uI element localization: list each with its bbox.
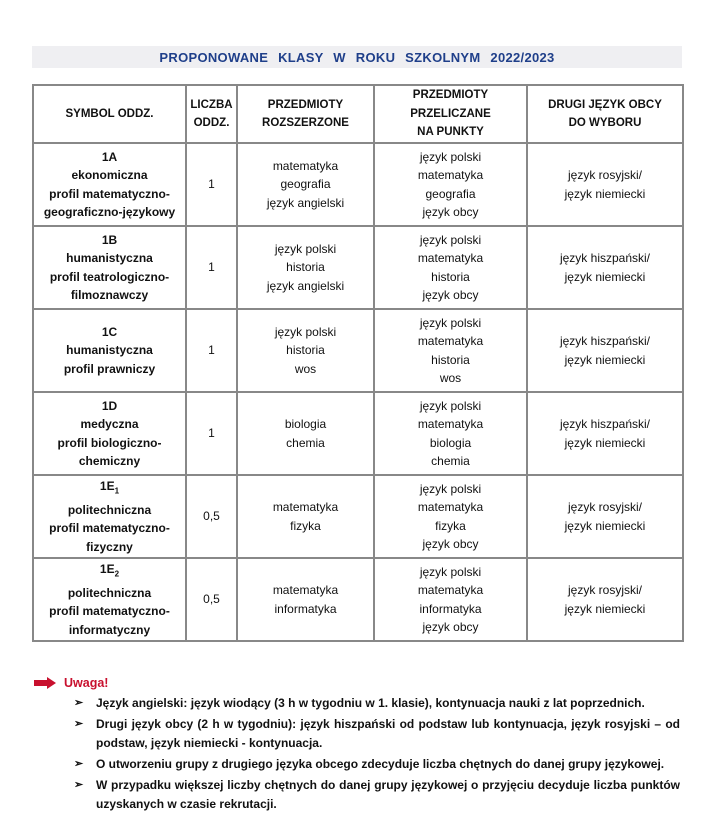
count-cell [186, 309, 237, 392]
scored-cell [374, 226, 527, 309]
scored-cell-line: historia [431, 352, 470, 367]
symbol-cell-line: profil matematyczno- [49, 186, 170, 201]
symbol-cell-line: profil matematyczno- [49, 521, 170, 536]
extended-cell [237, 392, 374, 475]
extended-cell-line: historia [286, 343, 325, 358]
symbol-cell-line: politechniczna [67, 585, 152, 600]
table-row [33, 309, 683, 392]
symbol-cell-line: chemiczny [78, 454, 141, 468]
count-cell [186, 143, 237, 226]
table-row [33, 558, 683, 641]
extended-cell [237, 309, 374, 392]
symbol-cell [33, 558, 186, 641]
symbol-cell [33, 226, 186, 309]
count-cell [186, 392, 237, 475]
symbol-cell [33, 143, 186, 226]
scored-cell-line: matematyka [417, 251, 484, 265]
scored-cell [374, 475, 527, 558]
scored-cell-line: chemia [431, 454, 470, 468]
symbol-cell-line: profil prawniczy [63, 361, 156, 376]
symbol-subscript: 2 [114, 569, 120, 579]
scored-cell-line: matematyka [417, 334, 484, 348]
title-bar [32, 46, 682, 68]
language-cell [527, 558, 683, 641]
arrowhead-bullet-icon: ➢ [74, 779, 84, 791]
header-symbol: SYMBOL ODDZ. [33, 85, 186, 143]
language-cell-line: język niemiecki [564, 435, 646, 450]
note-item [34, 755, 684, 774]
scored-cell-line: matematyka [417, 417, 484, 431]
scored-cell-line: język polski [419, 481, 482, 496]
scored-cell-line: język polski [419, 315, 482, 330]
scored-cell-line: język polski [419, 398, 482, 413]
note-text: W przypadku większej liczby chętnych do danej grupy językowej o przyjęciu decyduje liczba punktów uzyskanych w czasie rekrutacji. [96, 778, 680, 811]
extended-cell-line: historia [286, 260, 325, 275]
count-cell-line: 1 [208, 260, 215, 275]
language-cell [527, 309, 683, 392]
language-cell [527, 143, 683, 226]
scored-cell-line: historia [431, 269, 470, 284]
extended-cell-line: język angielski [266, 278, 345, 293]
note-item [34, 715, 684, 753]
symbol-cell-line: 1C [101, 324, 118, 339]
symbol-cell-line: profil biologiczno- [57, 435, 162, 450]
symbol-cell-line: geograficzno-językowy [43, 205, 176, 219]
symbol-cell-line: ekonomiczna [71, 168, 148, 182]
note-text: Drugi język obcy (2 h w tygodniu): język hiszpański od podstaw lub kontynuacja, język rosyjski – od podstaw, język niemiecki - kontynuacja. [96, 717, 680, 750]
arrowhead-bullet-icon: ➢ [74, 718, 84, 730]
extended-cell [237, 143, 374, 226]
notes-section [34, 676, 684, 816]
scored-cell-line: język obcy [422, 537, 479, 551]
symbol-cell-line: politechniczna [67, 502, 152, 517]
note-text: Język angielski: język wiodący (3 h w tygodniu w 1. klasie), kontynuacja nauki z lat poprzednich. [96, 696, 645, 710]
extended-cell [237, 475, 374, 558]
symbol-cell-line: medyczna [80, 417, 139, 431]
classes-table [32, 84, 684, 642]
count-cell-line: 0,5 [203, 509, 220, 524]
count-cell-line: 1 [208, 343, 215, 358]
header-row [33, 85, 683, 143]
table-row [33, 143, 683, 226]
extended-cell-line: biologia [284, 417, 327, 431]
symbol-cell-line: filmoznawczy [70, 288, 149, 302]
symbol-cell-line [37, 477, 182, 501]
language-cell-line: język rosyjski/ [567, 500, 642, 514]
arrowhead-bullet-icon: ➢ [74, 697, 84, 709]
symbol-cell [33, 475, 186, 558]
extended-cell-line: chemia [286, 435, 325, 450]
symbol-cell-line [37, 560, 182, 584]
language-cell [527, 226, 683, 309]
page-title: PROPONOWANE KLASY W ROKU SZKOLNYM 2022/2023 [159, 49, 555, 65]
symbol-code: 1E [99, 561, 115, 576]
count-cell-line: 0,5 [203, 592, 220, 607]
extended-cell-line: język angielski [266, 195, 345, 210]
scored-cell [374, 392, 527, 475]
scored-cell [374, 143, 527, 226]
language-cell-line: język niemiecki [564, 186, 646, 201]
count-cell [186, 475, 237, 558]
language-cell-line: język niemiecki [564, 352, 646, 367]
scored-cell-line: geografia [425, 186, 476, 201]
count-cell-line: 1 [208, 177, 215, 192]
scored-cell-line: matematyka [417, 500, 484, 514]
extended-cell-line: matematyka [272, 583, 339, 597]
language-cell-line: język niemiecki [564, 601, 646, 616]
header-count: LICZBA ODDZ. [186, 85, 237, 143]
language-cell-line: język hiszpański/ [559, 334, 651, 348]
table-row [33, 475, 683, 558]
symbol-cell [33, 309, 186, 392]
note-label: Uwaga! [64, 676, 109, 690]
arrowhead-bullet-icon: ➢ [74, 758, 84, 770]
language-cell [527, 475, 683, 558]
language-cell [527, 392, 683, 475]
count-cell [186, 558, 237, 641]
count-cell-line: 1 [208, 426, 215, 441]
count-cell [186, 226, 237, 309]
scored-cell-line: język obcy [422, 620, 479, 634]
extended-cell-line: matematyka [272, 500, 339, 514]
symbol-cell [33, 392, 186, 475]
scored-cell-line: język polski [419, 232, 482, 247]
arrow-right-icon [34, 677, 56, 689]
note-item [34, 776, 684, 814]
language-cell-line: język niemiecki [564, 269, 646, 284]
scored-cell-line: język polski [419, 149, 482, 164]
extended-cell-line: geografia [280, 177, 331, 192]
extended-cell-line: język polski [274, 324, 337, 339]
language-cell-line: język hiszpański/ [559, 417, 651, 431]
extended-cell-line: fizyka [290, 518, 321, 533]
header-extended: PRZEDMIOTY ROZSZERZONE [237, 85, 374, 143]
symbol-cell-line: 1A [101, 149, 118, 164]
extended-cell [237, 226, 374, 309]
table-row [33, 226, 683, 309]
scored-cell-line: wos [439, 371, 462, 385]
language-cell-line: język niemiecki [564, 518, 646, 533]
extended-cell-line: informatyka [274, 601, 337, 616]
header-scored: PRZEDMIOTY PRZELICZANE NA PUNKTY [374, 85, 527, 143]
table-row [33, 392, 683, 475]
symbol-cell-line: 1D [101, 398, 118, 413]
language-cell-line: język hiszpański/ [559, 251, 651, 265]
symbol-subscript: 1 [114, 486, 120, 496]
extended-cell-line: język polski [274, 241, 337, 256]
scored-cell-line: matematyka [417, 583, 484, 597]
extended-cell-line: matematyka [272, 158, 339, 173]
symbol-cell-line: fizyczny [86, 539, 133, 554]
scored-cell-line: biologia [429, 435, 472, 450]
symbol-cell-line: humanistyczna [66, 251, 153, 265]
scored-cell-line: matematyka [417, 168, 484, 182]
symbol-cell-line: profil matematyczno- [49, 604, 170, 619]
scored-cell-line: informatyka [419, 601, 482, 616]
note-header [34, 676, 684, 690]
scored-cell-line: fizyka [435, 518, 466, 533]
scored-cell-line: język polski [419, 564, 482, 579]
scored-cell [374, 558, 527, 641]
scored-cell-line: język obcy [422, 205, 479, 219]
extended-cell [237, 558, 374, 641]
symbol-cell-line: 1B [101, 232, 118, 247]
note-item [34, 694, 684, 713]
symbol-cell-line: informatyczny [68, 622, 151, 637]
notes-list [34, 694, 684, 814]
extended-cell-line: wos [294, 361, 317, 376]
symbol-code: 1E [99, 478, 115, 493]
header-language: DRUGI JĘZYK OBCY DO WYBORU [527, 85, 683, 143]
symbol-cell-line: humanistyczna [66, 343, 153, 358]
language-cell-line: język rosyjski/ [567, 168, 642, 182]
scored-cell [374, 309, 527, 392]
language-cell-line: język rosyjski/ [567, 583, 642, 597]
note-text: O utworzeniu grupy z drugiego języka obcego zdecyduje liczba chętnych do danej grupy językowej. [96, 757, 665, 771]
symbol-cell-line: profil teatrologiczno- [49, 269, 170, 284]
scored-cell-line: język obcy [422, 288, 479, 302]
